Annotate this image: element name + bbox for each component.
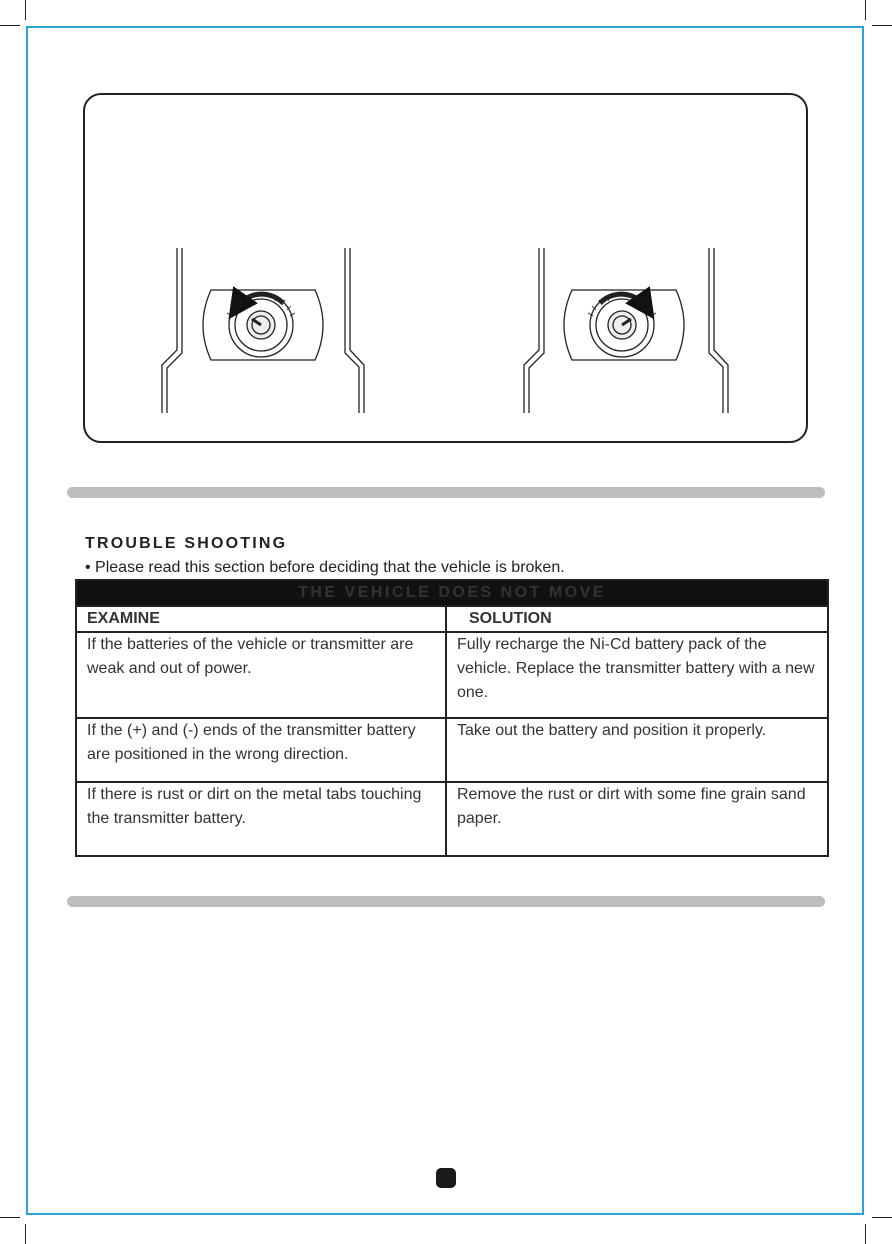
trim-mark [872,25,892,26]
solution-cell: Take out the battery and position it properly. [446,718,828,782]
trim-mark [0,1217,20,1218]
dial-unit-right [524,248,728,413]
column-header-solution: SOLUTION [446,606,828,632]
intro-text: • Please read this section before deciding that the vehicle is broken. [85,559,565,576]
section-divider-bar [67,487,825,498]
dial-unit-left [162,248,364,413]
trim-mark [865,0,866,20]
trim-mark [865,1224,866,1244]
examine-cell: If there is rust or dirt on the metal tabs touching the transmitter battery. [76,782,446,856]
trim-mark [25,1224,26,1244]
illustration-box [83,93,808,443]
table-banner: THE VEHICLE DOES NOT MOVE [76,580,828,606]
solution-cell: Remove the rust or dirt with some fine grain sand paper. [446,782,828,856]
section-title: TROUBLE SHOOTING [85,535,288,552]
trim-dial-illustration [85,95,806,441]
troubleshooting-table [75,579,829,857]
examine-cell: If the (+) and (-) ends of the transmitter battery are positioned in the wrong direction. [76,718,446,782]
trim-mark [872,1217,892,1218]
examine-cell: If the batteries of the vehicle or transmitter are weak and out of power. [76,632,446,718]
section-divider-bar [67,896,825,907]
column-header-examine: EXAMINE [76,606,446,632]
table-row [76,782,828,856]
table-row [76,718,828,782]
trim-mark [0,25,20,26]
page-number-badge [436,1168,456,1188]
solution-cell: Fully recharge the Ni-Cd battery pack of the vehicle. Replace the transmitter battery with a new one. [446,632,828,718]
table-row [76,632,828,718]
trim-mark [25,0,26,20]
